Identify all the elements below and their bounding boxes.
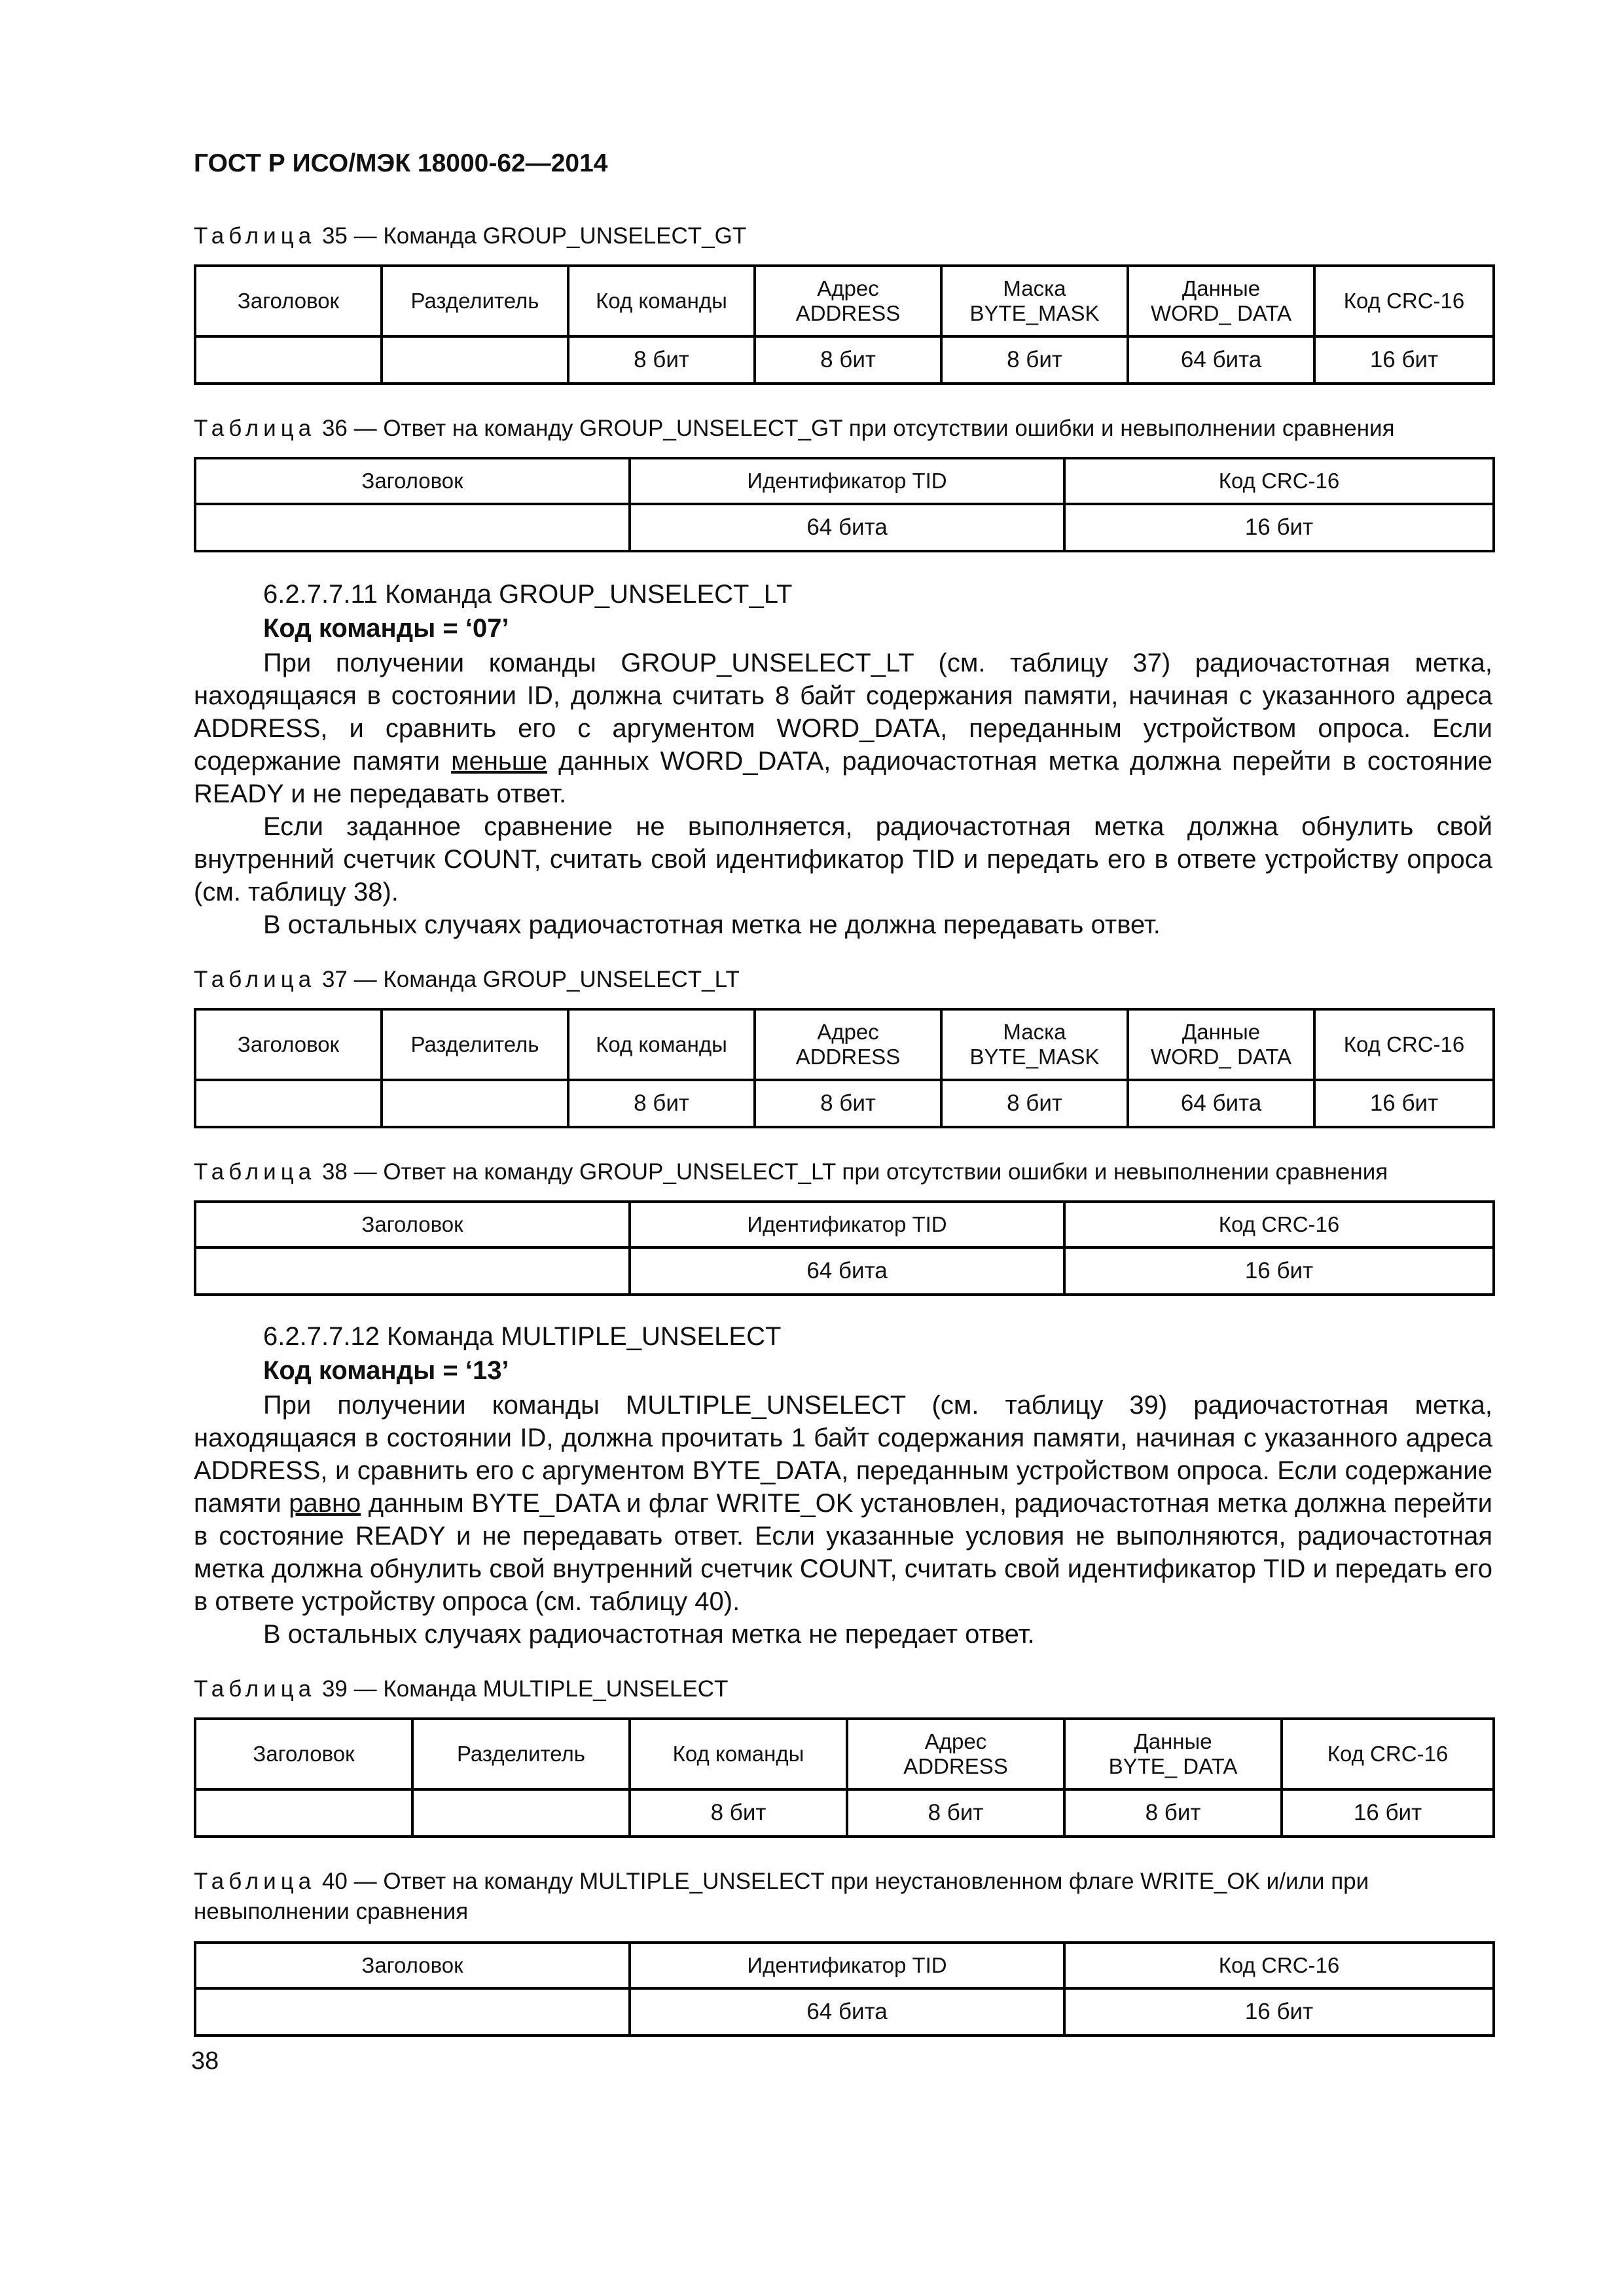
header-line: Данные — [1182, 276, 1261, 300]
table-40 — [194, 1941, 1495, 2037]
table-cell — [382, 1080, 568, 1127]
caption-text: 36 — Ответ на команду GROUP_UNSELECT_GT при отсутствии ошибки и невыполнении сравнения — [316, 416, 1395, 441]
header-cell: Разделитель — [382, 266, 568, 336]
paragraph — [194, 810, 1492, 908]
table-38 — [194, 1200, 1495, 1296]
header-cell — [755, 266, 941, 336]
table-cell — [412, 1789, 630, 1837]
caption-word: Таблица — [194, 223, 316, 249]
table-header-row — [195, 1943, 1494, 1988]
table-row — [195, 1080, 1494, 1127]
table-39 — [194, 1717, 1495, 1838]
header-cell: Заголовок — [195, 1719, 412, 1789]
caption-text: 39 — Команда MULTIPLE_UNSELECT — [316, 1676, 729, 1702]
section-title: 6.2.7.7.12 Команда MULTIPLE_UNSELECT — [263, 1322, 782, 1351]
caption-text: 37 — Команда GROUP_UNSELECT_LT — [316, 967, 740, 992]
header-cell: Код команды — [630, 1719, 847, 1789]
header-line: Адрес — [924, 1729, 987, 1753]
table-cell: 8 бит — [1064, 1789, 1282, 1837]
table-cell: 64 бита — [630, 1247, 1064, 1295]
table-37-caption — [194, 965, 1490, 995]
header-cell: Идентификатор TID — [630, 458, 1064, 504]
table-cell — [195, 504, 630, 551]
table-39-caption — [194, 1674, 1490, 1704]
table-cell: 8 бит — [630, 1789, 847, 1837]
caption-text: 35 — Команда GROUP_UNSELECT_GT — [316, 223, 747, 249]
paragraph-text: В остальных случаях радиочастотная метка не должна передавать ответ. — [263, 910, 1161, 939]
header-line: ADDRESS — [795, 1045, 901, 1069]
caption-word: Таблица — [194, 967, 316, 992]
paragraph-text: В остальных случаях радиочастотная метка не передает ответ. — [263, 1620, 1035, 1649]
table-row — [195, 1247, 1494, 1295]
caption-text: 38 — Ответ на команду GROUP_UNSELECT_LT при отсутствии ошибки и невыполнении сравнения — [316, 1159, 1388, 1185]
table-35 — [194, 264, 1495, 385]
page-number: 38 — [191, 2047, 219, 2075]
header-cell — [941, 1009, 1128, 1080]
table-40-caption — [194, 1867, 1490, 1927]
paragraph-text: Если заданное сравнение не выполняется, радиочастотная метка должна обнулить свой внутренний счетчик COUNT, считать свой идентификатор TID и передать его в ответе устройству опроса (см. таблицу 38). — [194, 812, 1492, 906]
header-cell — [847, 1719, 1064, 1789]
header-line: WORD_ DATA — [1150, 301, 1292, 325]
caption-word: Таблица — [194, 1159, 316, 1185]
caption-word: Таблица — [194, 1676, 316, 1702]
header-line: Данные — [1182, 1020, 1261, 1044]
header-line: Данные — [1134, 1729, 1212, 1753]
header-cell: Заголовок — [195, 266, 382, 336]
paragraph — [194, 1389, 1492, 1618]
header-cell — [1128, 1009, 1314, 1080]
section-title: 6.2.7.7.11 Команда GROUP_UNSELECT_LT — [263, 580, 793, 609]
table-cell: 8 бит — [941, 336, 1128, 384]
header-cell: Код CRC-16 — [1064, 458, 1494, 504]
table-cell: 16 бит — [1314, 1080, 1494, 1127]
paragraph — [194, 908, 1492, 941]
paragraph — [194, 1618, 1492, 1651]
table-cell: 8 бит — [568, 336, 755, 384]
header-cell: Код CRC-16 — [1314, 266, 1494, 336]
header-cell — [1128, 266, 1314, 336]
caption-text: 40 — Ответ на команду MULTIPLE_UNSELECT при неустановленном флаге WRITE_OK и/или при невыполнении сравнения — [194, 1869, 1369, 1924]
caption-word: Таблица — [194, 416, 316, 441]
underlined-word: равно — [289, 1489, 361, 1518]
table-37 — [194, 1008, 1495, 1128]
header-cell: Заголовок — [195, 1943, 630, 1988]
table-row — [195, 336, 1494, 384]
table-cell: 8 бит — [568, 1080, 755, 1127]
table-cell: 16 бит — [1064, 1988, 1494, 2036]
table-cell: 8 бит — [941, 1080, 1128, 1127]
header-line: Маска — [1003, 1020, 1066, 1044]
header-line: Маска — [1003, 276, 1066, 300]
document-header: ГОСТ Р ИСО/МЭК 18000-62—2014 — [194, 149, 608, 177]
header-cell — [941, 266, 1128, 336]
table-row — [195, 1988, 1494, 2036]
table-cell — [382, 336, 568, 384]
header-cell: Код команды — [568, 266, 755, 336]
header-line: ADDRESS — [795, 301, 901, 325]
header-line: BYTE_ DATA — [1108, 1754, 1238, 1778]
table-cell: 16 бит — [1064, 1247, 1494, 1295]
header-cell — [1064, 1719, 1282, 1789]
header-cell: Заголовок — [195, 1009, 382, 1080]
table-cell: 64 бита — [1128, 1080, 1314, 1127]
table-cell — [195, 1789, 412, 1837]
table-cell: 64 бита — [630, 1988, 1064, 2036]
table-cell — [195, 1080, 382, 1127]
table-header-row — [195, 458, 1494, 504]
header-cell: Заголовок — [195, 458, 630, 504]
table-cell — [195, 1247, 630, 1295]
table-cell: 8 бит — [755, 336, 941, 384]
table-cell: 64 бита — [1128, 336, 1314, 384]
paragraph-text: данным BYTE_DATA и флаг WRITE_OK установлен, радиочастотная метка должна перейти в состояние READY и не передавать ответ. Если указанные условия не выполняются, радиочастотная метка должна обнулить свой внутренний счетчик COUNT, считать свой идентификатор TID и передать его в ответе устройству опроса (см. таблицу 40). — [194, 1489, 1493, 1616]
table-cell: 8 бит — [847, 1789, 1064, 1837]
header-line: Адрес — [817, 276, 879, 300]
table-header-row — [195, 1202, 1494, 1247]
paragraph-text: данных WORD_DATA, радиочастотная метка должна перейти в состояние READY и не передавать ответ. — [194, 747, 1492, 808]
header-cell: Код команды — [568, 1009, 755, 1080]
header-cell: Разделитель — [412, 1719, 630, 1789]
header-cell: Идентификатор TID — [630, 1943, 1064, 1988]
table-cell — [195, 336, 382, 384]
table-36-caption — [194, 414, 1490, 444]
table-cell: 16 бит — [1064, 504, 1494, 551]
command-code: Код команды = ‘13’ — [263, 1356, 509, 1385]
header-line: BYTE_MASK — [969, 1045, 1100, 1069]
header-cell: Заголовок — [195, 1202, 630, 1247]
header-line: Адрес — [817, 1020, 879, 1044]
header-line: ADDRESS — [903, 1754, 1008, 1778]
table-38-caption — [194, 1157, 1490, 1187]
header-cell — [755, 1009, 941, 1080]
underlined-word: меньше — [451, 747, 548, 776]
table-header-row — [195, 266, 1494, 336]
table-header-row — [195, 1719, 1494, 1789]
table-cell: 8 бит — [755, 1080, 941, 1127]
table-cell: 64 бита — [630, 504, 1064, 551]
header-line: WORD_ DATA — [1150, 1045, 1292, 1069]
header-cell: Код CRC-16 — [1314, 1009, 1494, 1080]
header-cell: Код CRC-16 — [1282, 1719, 1494, 1789]
paragraph-text: При получении команды GROUP_UNSELECT_LT (см. таблицу 37) радиочастотная метка, находящаяся в состоянии ID, должна считать 8 байт содержания памяти, начиная с указанного адреса ADDRESS, и сравнить его с аргументом WORD_DATA, переданным устройством опроса. Если содержание памяти — [194, 649, 1492, 776]
table-row — [195, 504, 1494, 551]
header-cell: Идентификатор TID — [630, 1202, 1064, 1247]
table-35-caption — [194, 221, 1490, 251]
caption-word: Таблица — [194, 1869, 316, 1894]
paragraph-text: При получении команды MULTIPLE_UNSELECT (см. таблицу 39) радиочастотная метка, находящаяся в состоянии ID, должна прочитать 1 байт содержания памяти, начиная с указанного адреса ADDRESS, и сравнить его с аргументом BYTE_DATA, переданным устройством опроса. Если содержание памяти — [194, 1391, 1492, 1518]
table-cell: 16 бит — [1282, 1789, 1494, 1837]
table-36 — [194, 457, 1495, 552]
header-line: BYTE_MASK — [969, 301, 1100, 325]
command-code: Код команды = ‘07’ — [263, 614, 509, 643]
header-cell: Код CRC-16 — [1064, 1943, 1494, 1988]
table-cell — [195, 1988, 630, 2036]
table-row — [195, 1789, 1494, 1837]
paragraph — [194, 647, 1492, 810]
table-cell: 16 бит — [1314, 336, 1494, 384]
header-cell: Код CRC-16 — [1064, 1202, 1494, 1247]
table-header-row — [195, 1009, 1494, 1080]
header-cell: Разделитель — [382, 1009, 568, 1080]
